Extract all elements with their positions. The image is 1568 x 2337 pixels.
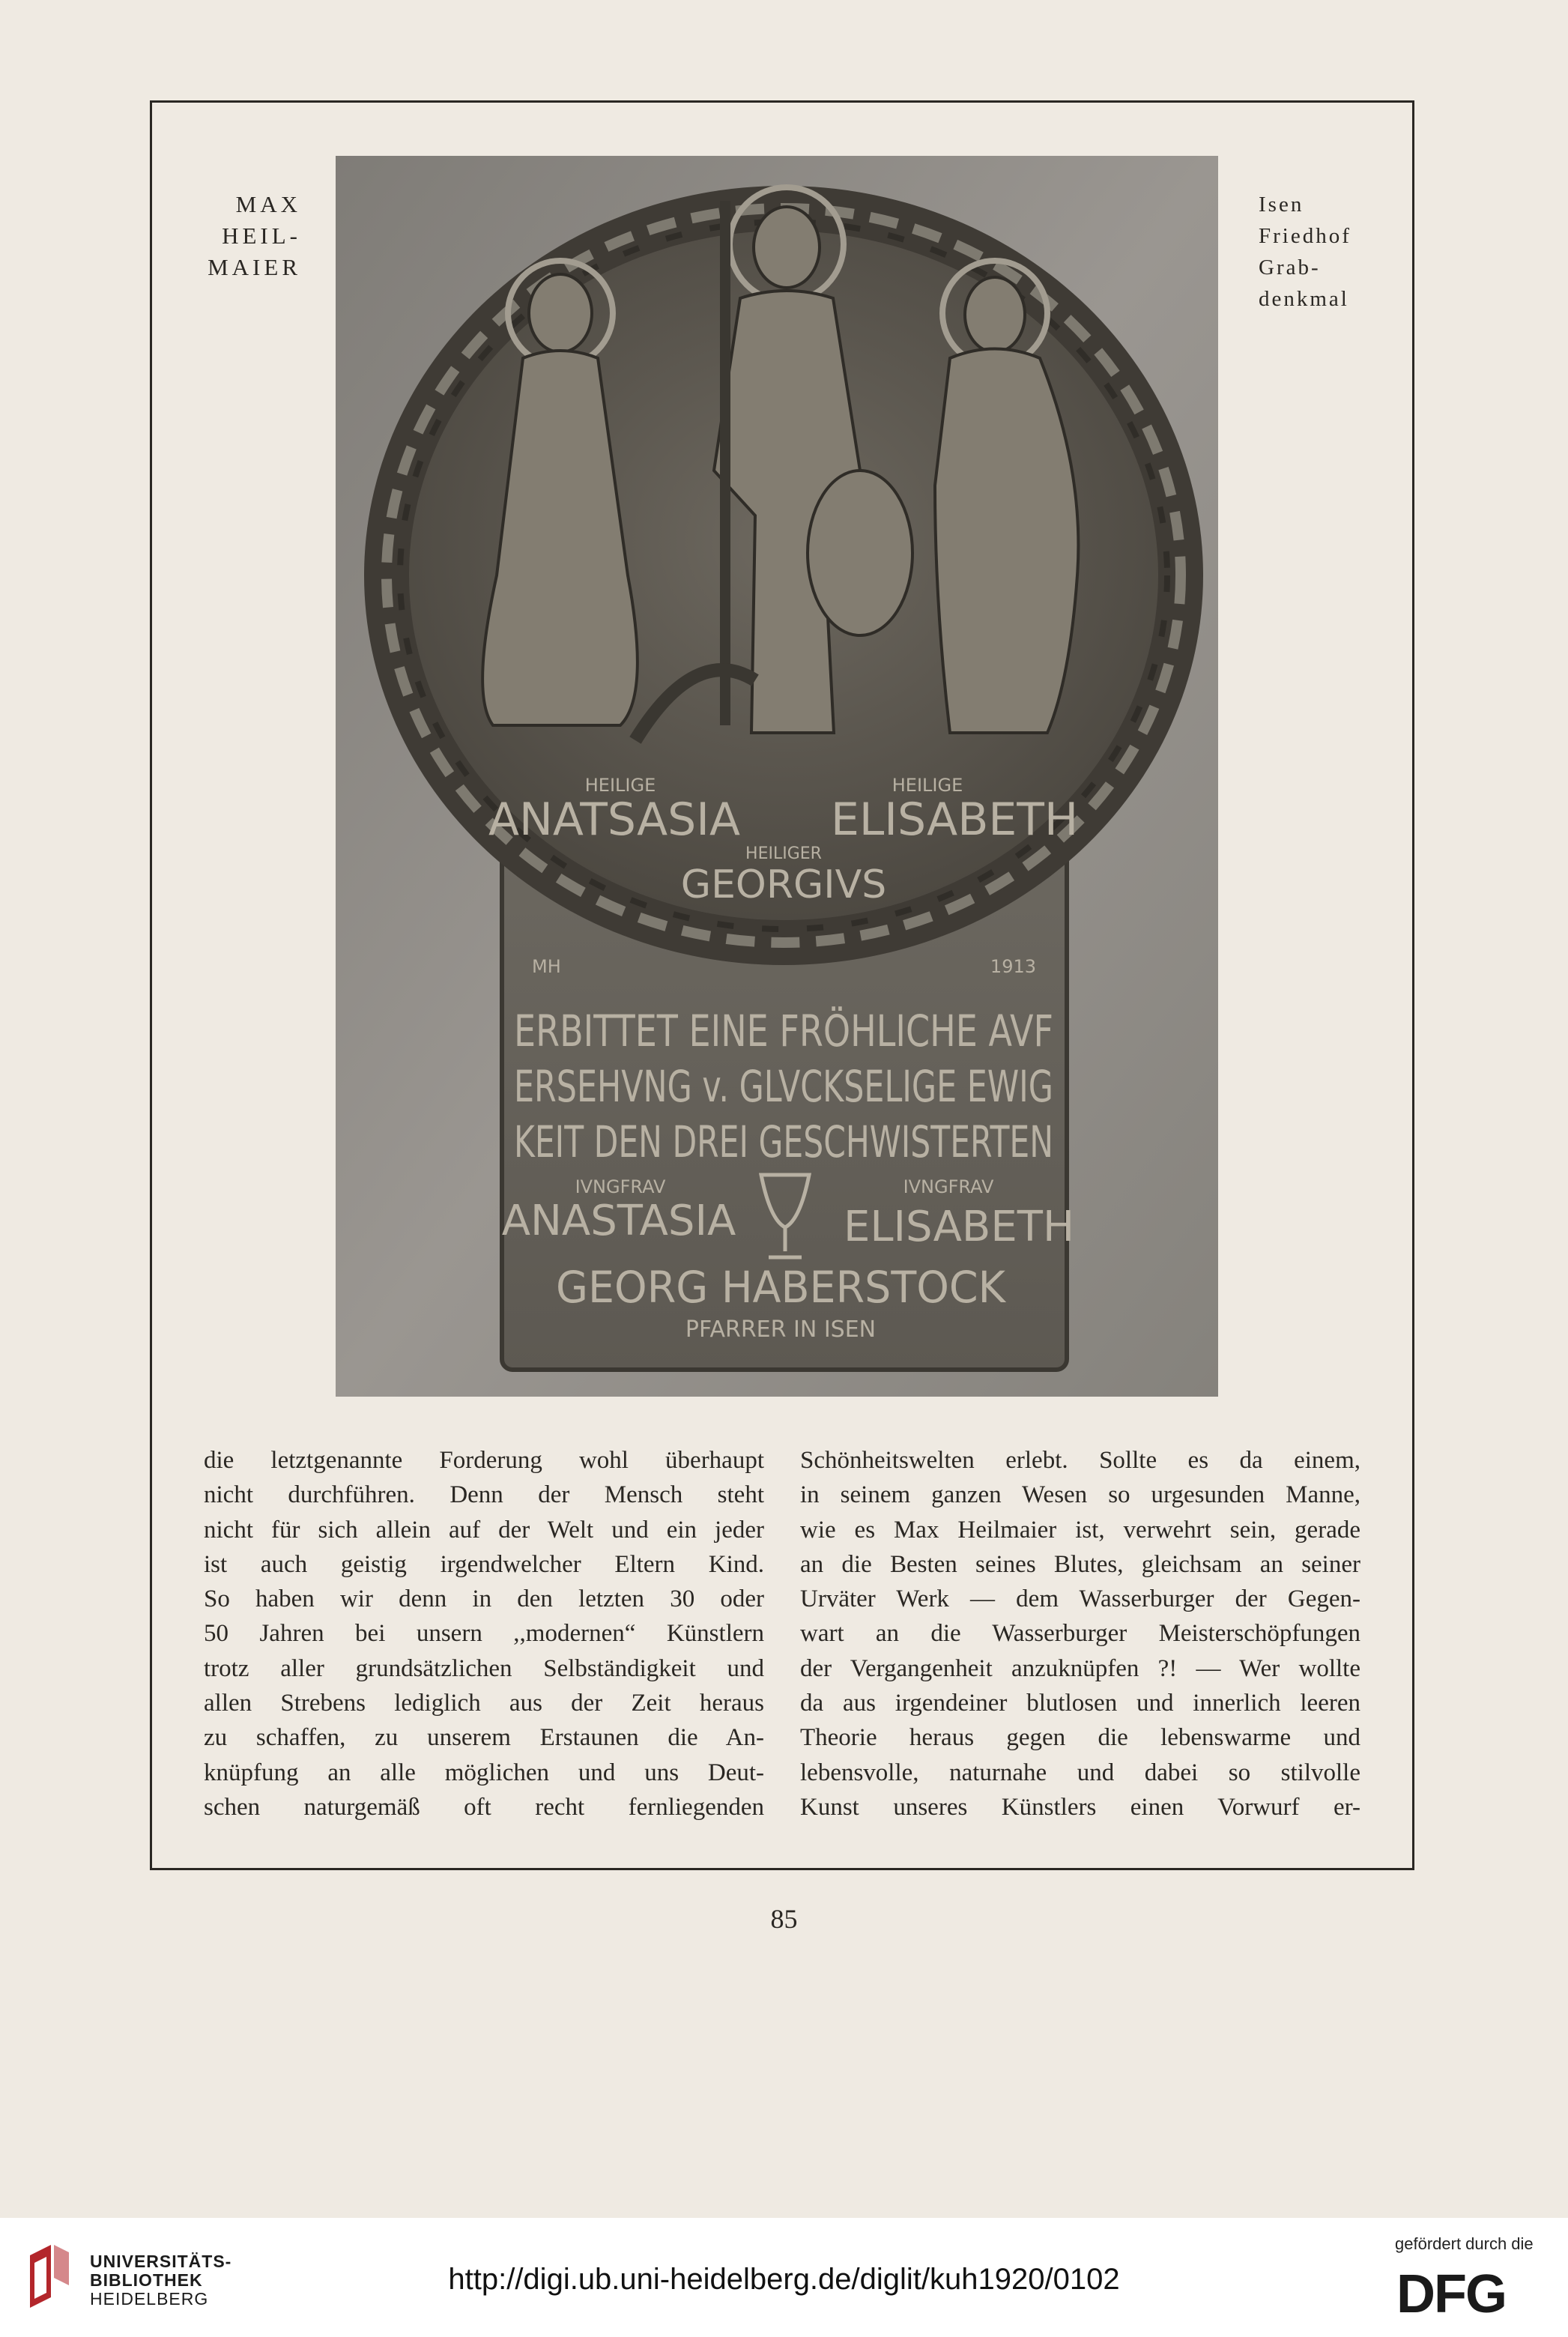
digitization-footer xyxy=(0,2218,1568,2337)
inscription-line1: ERBITTET EINE FRÖHLICHE AVF xyxy=(514,1006,1053,1056)
inscription-jungfrau-left: IVNGFRAV xyxy=(575,1176,666,1197)
text-line: nicht durchführen. Denn der Mensch steht xyxy=(204,1481,764,1509)
text-line: allen Strebens lediglich aus der Zeit heraus xyxy=(204,1690,764,1717)
text-line: nicht für sich allein auf der Welt und ein jeder xyxy=(204,1516,764,1544)
inscription-name-left: ANATSASIA xyxy=(488,793,741,846)
artist-caption-line: HEIL- xyxy=(222,223,301,249)
grave-monument-photo xyxy=(336,156,1218,1397)
artist-caption-line: MAX xyxy=(235,191,301,217)
text-column-right xyxy=(800,1443,1360,1824)
text-column-left xyxy=(204,1443,764,1824)
text-line: lebensvolle, naturnahe und dabei so stilvolle xyxy=(800,1759,1360,1786)
inscription-heiliger: HEILIGER xyxy=(745,844,822,863)
inscription-line2: ERSEHVNG v. GLVCKSELIGE EWIG xyxy=(514,1061,1053,1112)
inscription-georgius: GEORGIVS xyxy=(680,862,887,907)
inscription-jungfrau-right: IVNGFRAV xyxy=(903,1176,994,1197)
text-line: an die Besten seines Blutes, gleichsam an seiner xyxy=(800,1550,1360,1578)
text-line: da aus irgendeiner blutlosen und innerlich leeren xyxy=(800,1690,1360,1717)
text-line: Kunst unseres Künstlers einen Vorwurf er- xyxy=(800,1793,1360,1821)
library-name-line: UNIVERSITÄTS- xyxy=(90,2252,232,2271)
library-name-line: HEIDELBERG xyxy=(90,2289,209,2309)
artist-caption xyxy=(187,189,301,283)
text-line: die letztgenannte Forderung wohl überhaupt xyxy=(204,1447,764,1474)
inscription-line3: KEIT DEN DREI GESCHWISTERTEN xyxy=(514,1116,1053,1167)
inscription-name-right: ELISABETH xyxy=(830,793,1079,846)
text-line: wie es Max Heilmaier ist, verwehrt sein, gerade xyxy=(800,1516,1360,1544)
inscription-georg: GEORG HABERSTOCK xyxy=(556,1262,1007,1313)
funder-note: gefördert durch die xyxy=(1395,2234,1534,2253)
object-caption-line: Isen xyxy=(1259,193,1304,217)
text-line: zu schaffen, zu unserem Erstaunen die An- xyxy=(204,1724,764,1752)
inscription-year: 1913 xyxy=(990,956,1036,977)
text-line: So haben wir denn in den letzten 30 oder xyxy=(204,1585,764,1613)
inscription-elisabeth: ELISABETH xyxy=(843,1203,1075,1251)
dfg-logo: DFG xyxy=(1396,2264,1506,2324)
text-line: Schönheitswelten erlebt. Sollte es da einem, xyxy=(800,1447,1360,1474)
inscription-pfarrer: PFARRER IN ISEN xyxy=(685,1316,877,1343)
text-line: der Vergangenheit anzuknüpfen ?! — Wer wollte xyxy=(800,1654,1360,1682)
object-caption-line: Grab- xyxy=(1259,256,1321,279)
artist-caption-line: MAIER xyxy=(208,254,301,280)
inscription-heilige-left: HEILIGE xyxy=(584,775,656,796)
inscription-anastasia: ANASTASIA xyxy=(501,1197,736,1245)
library-name-line: BIBLIOTHEK xyxy=(90,2270,203,2290)
text-line: trotz aller grundsätzlichen Selbständigkeit und xyxy=(204,1654,764,1682)
inscription-initials: MH xyxy=(532,956,561,977)
text-line: Urväter Werk — dem Wasserburger der Gegen- xyxy=(800,1585,1360,1613)
inscription-heilige-right: HEILIGE xyxy=(892,775,963,796)
text-line: wart an die Wasserburger Meisterschöpfungen xyxy=(800,1620,1360,1648)
text-line: knüpfung an alle möglichen und uns Deut- xyxy=(204,1759,764,1786)
object-caption-line: Friedhof xyxy=(1259,224,1351,248)
source-url-link[interactable]: http://digi.ub.uni-heidelberg.de/diglit/kuh1920/0102 xyxy=(448,2263,1120,2296)
object-caption xyxy=(1259,189,1408,315)
text-line: in seinem ganzen Wesen so urgesunden Manne, xyxy=(800,1481,1360,1509)
page-number: 85 xyxy=(770,1904,798,1934)
text-line: ist auch geistig irgendwelcher Eltern Kind. xyxy=(204,1550,764,1578)
text-line: Theorie heraus gegen die lebenswarme und xyxy=(800,1724,1360,1752)
text-line: 50 Jahren bei unsern ,,modernen“ Künstlern xyxy=(204,1620,764,1648)
text-line: schen naturgemäß oft recht fernliegenden xyxy=(204,1793,764,1821)
object-caption-line: denkmal xyxy=(1259,287,1349,311)
